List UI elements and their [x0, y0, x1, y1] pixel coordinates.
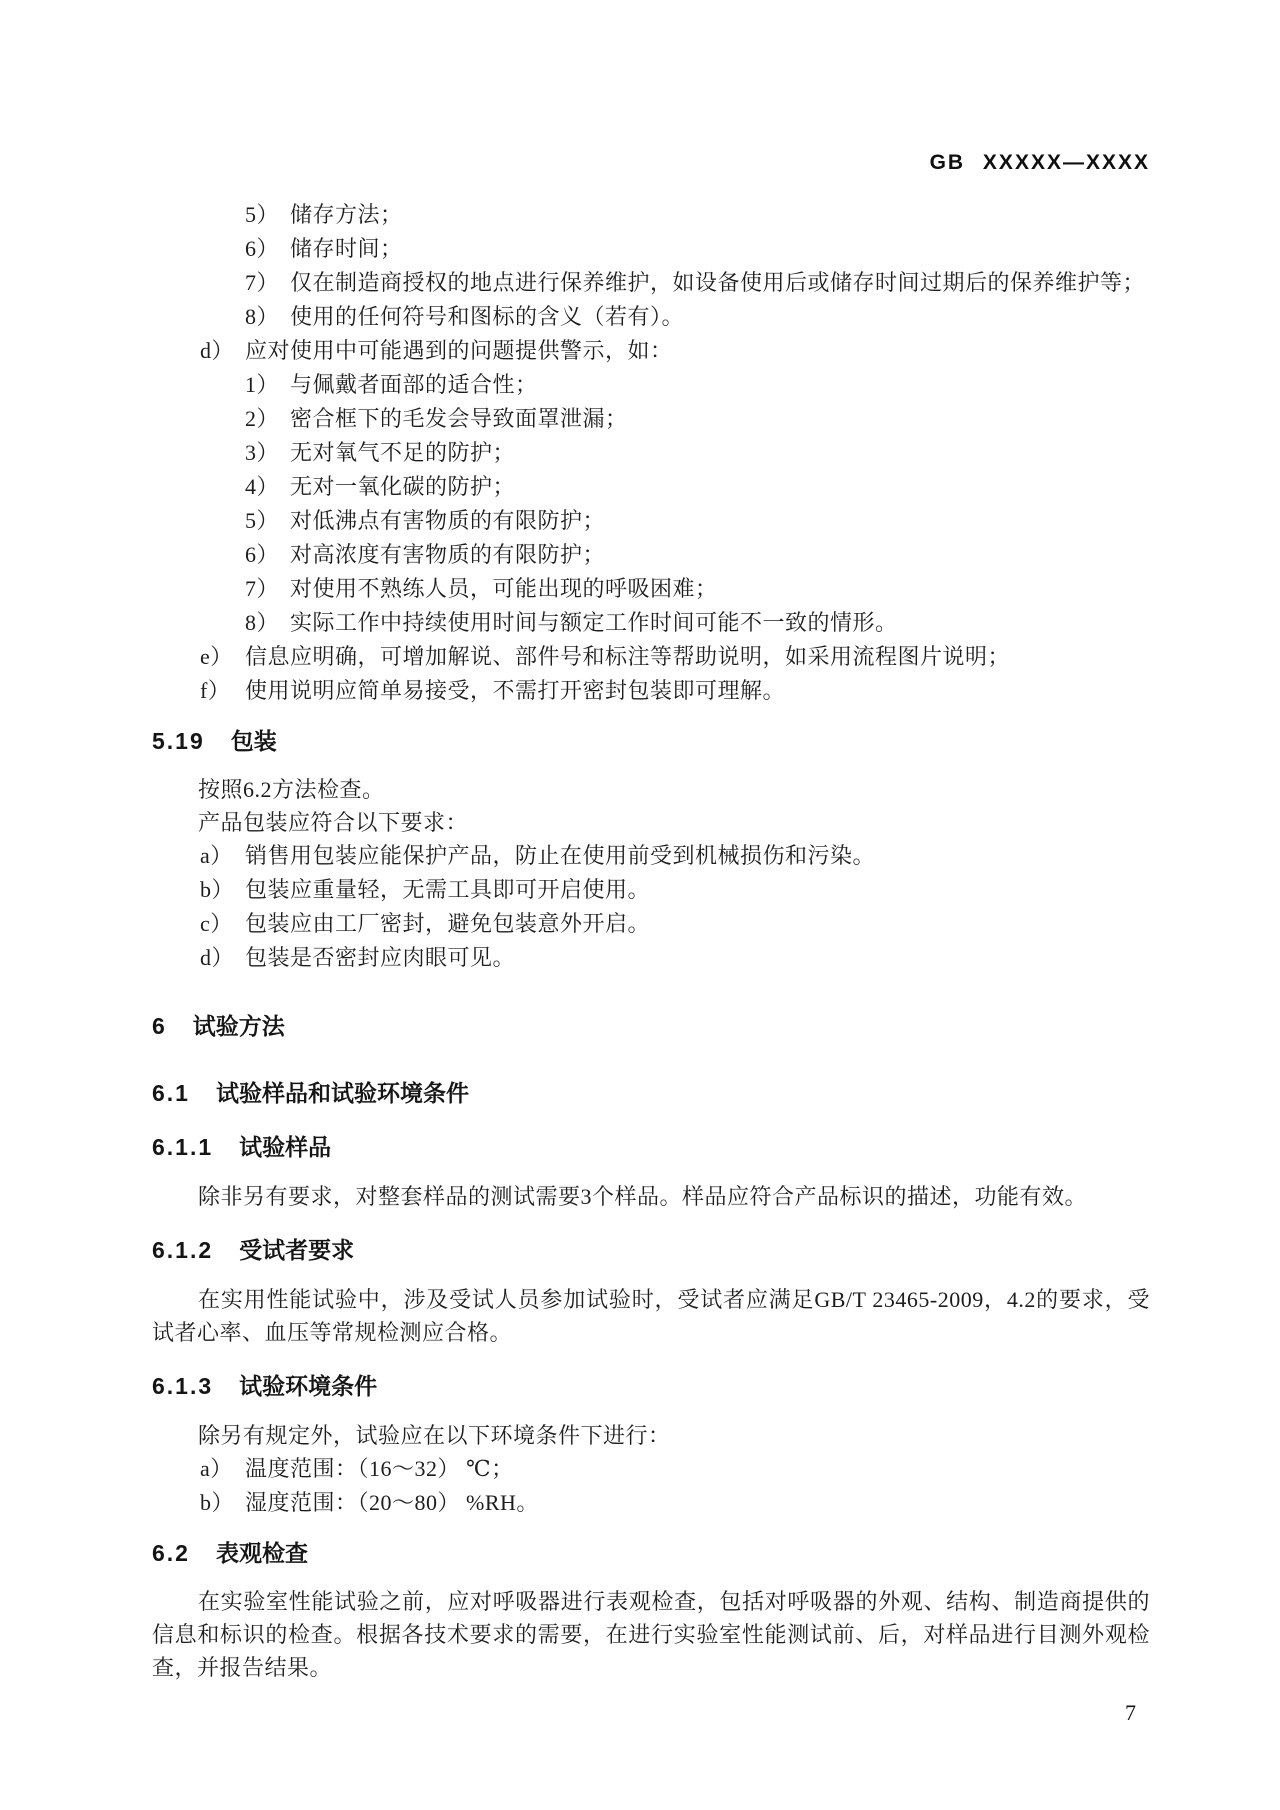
section-title: 受试者要求 [239, 1237, 355, 1263]
list-item-text: 无对一氧化碳的防护； [290, 474, 516, 499]
list-item-marker: d） [200, 338, 235, 363]
list-item-marker: e） [200, 644, 233, 669]
list-item [152, 640, 1150, 674]
section-heading [152, 1076, 1150, 1110]
list-item-text: 仅在制造商授权的地点进行保养维护，如设备使用后或储存时间过期后的保养维护等； [290, 270, 1146, 295]
standard-number-header: GB XXXXX—XXXX [929, 151, 1150, 174]
document-content [152, 198, 1150, 1684]
list-item-text: 对高浓度有害物质的有限防护； [290, 542, 606, 567]
list-item-marker: 8） [245, 304, 280, 329]
section-heading [152, 1130, 1150, 1164]
list-item-text: 使用的任何符号和图标的含义（若有）。 [290, 304, 685, 329]
paragraph: 按照6.2方法检查。 [198, 777, 385, 802]
list-item-marker: b） [200, 877, 235, 902]
list-item-marker: 2） [245, 406, 280, 431]
list-item [152, 674, 1150, 708]
list-item-marker: 8） [245, 610, 280, 635]
paragraph: 产品包装应符合以下要求： [198, 810, 469, 835]
list-item-text: 应对使用中可能遇到的问题提供警示，如： [245, 338, 673, 363]
list-item-marker: 5） [245, 508, 280, 533]
list-item [152, 1486, 1150, 1520]
list-item-marker: 7） [245, 270, 280, 295]
list-item [152, 504, 1150, 538]
list-item [152, 873, 1150, 907]
list-item-marker: a） [200, 1456, 233, 1481]
section-number: 6.1.3 [152, 1373, 214, 1399]
list-item [152, 232, 1150, 266]
paragraph: 在实用性能试验中，涉及受试人员参加试验时，受试者应满足GB/T 23465-2009，4.2的要求，受试者心率、血压等常规检测应合格。 [152, 1287, 1150, 1345]
list-item-marker: c） [200, 911, 233, 936]
section-title: 试验方法 [192, 1013, 285, 1039]
list-item [152, 538, 1150, 572]
list-item-text: 无对氧气不足的防护； [290, 440, 516, 465]
section-heading [152, 1536, 1150, 1570]
list-item [152, 300, 1150, 334]
list-item-marker: a） [200, 843, 233, 868]
section-heading [152, 724, 1150, 758]
list-item-text: 销售用包装应能保护产品，防止在使用前受到机械损伤和污染。 [245, 843, 876, 868]
list-item-text: 密合框下的毛发会导致面罩泄漏； [290, 406, 628, 431]
list-item-marker: 6） [245, 236, 280, 261]
list-item [152, 572, 1150, 606]
list-item-text: 包装应由工厂密封，避免包装意外开启。 [245, 911, 651, 936]
list-item-marker: 4） [245, 474, 280, 499]
section-title: 试验样品和试验环境条件 [215, 1080, 469, 1106]
section-title: 包装 [230, 728, 277, 754]
list-item-marker: f） [200, 678, 231, 703]
paragraph: 除另有规定外，试验应在以下环境条件下进行： [198, 1423, 671, 1448]
list-item [152, 606, 1150, 640]
list-item-text: 包装是否密封应肉眼可见。 [245, 945, 516, 970]
list-item [152, 266, 1150, 300]
list-item-text: 储存时间； [290, 236, 403, 261]
paragraph: 在实验室性能试验之前，应对呼吸器进行表观检查，包括对呼吸器的外观、结构、制造商提供的信息和标识的检查。根据各技术要求的需要，在进行实验室性能测试前、后，对样品进行目测外观检查，并报告结果。 [152, 1589, 1150, 1680]
section-number: 6 [152, 1013, 167, 1039]
section-title: 试验样品 [239, 1134, 332, 1160]
list-item-text: 温度范围：（16～32） ℃； [245, 1456, 514, 1481]
list-item-text: 对使用不熟练人员，可能出现的呼吸困难； [290, 576, 718, 601]
list-item [152, 839, 1150, 873]
list-item [152, 334, 1150, 368]
paragraph: 除非另有要求，对整套样品的测试需要3个样品。样品应符合产品标识的描述，功能有效。 [198, 1184, 1088, 1209]
list-item-text: 包装应重量轻，无需工具即可开启使用。 [245, 877, 651, 902]
page-number: 7 [1125, 1700, 1136, 1725]
list-item [152, 402, 1150, 436]
section-number: 6.1 [152, 1080, 190, 1106]
list-item [152, 907, 1150, 941]
section-heading [152, 1369, 1150, 1403]
section-title: 试验环境条件 [239, 1373, 378, 1399]
list-item-marker: 6） [245, 542, 280, 567]
section-heading [152, 1009, 1150, 1043]
list-item-marker: b） [200, 1490, 235, 1515]
list-item [152, 941, 1150, 975]
list-item-text: 信息应明确，可增加解说、部件号和标注等帮助说明，如采用流程图片说明； [245, 644, 1011, 669]
list-item [152, 198, 1150, 232]
list-item-marker: 5） [245, 202, 280, 227]
list-item-text: 与佩戴者面部的适合性； [290, 372, 538, 397]
list-item-text: 储存方法； [290, 202, 403, 227]
list-item [152, 436, 1150, 470]
list-item-text: 使用说明应简单易接受，不需打开密封包装即可理解。 [245, 678, 786, 703]
list-item [152, 470, 1150, 504]
list-item-text: 对低沸点有害物质的有限防护； [290, 508, 606, 533]
list-item-text: 实际工作中持续使用时间与额定工作时间可能不一致的情形。 [290, 610, 898, 635]
section-number: 6.1.1 [152, 1134, 214, 1160]
list-item [152, 368, 1150, 402]
section-number: 6.1.2 [152, 1237, 214, 1263]
section-number: 5.19 [152, 728, 205, 754]
section-number: 6.2 [152, 1540, 190, 1566]
section-heading [152, 1233, 1150, 1267]
list-item-marker: 3） [245, 440, 280, 465]
list-item-marker: 7） [245, 576, 280, 601]
list-item-text: 湿度范围：（20～80） %RH。 [245, 1490, 539, 1515]
list-item-marker: d） [200, 945, 235, 970]
list-item-marker: 1） [245, 372, 280, 397]
list-item [152, 1452, 1150, 1486]
section-title: 表观检查 [215, 1540, 308, 1566]
